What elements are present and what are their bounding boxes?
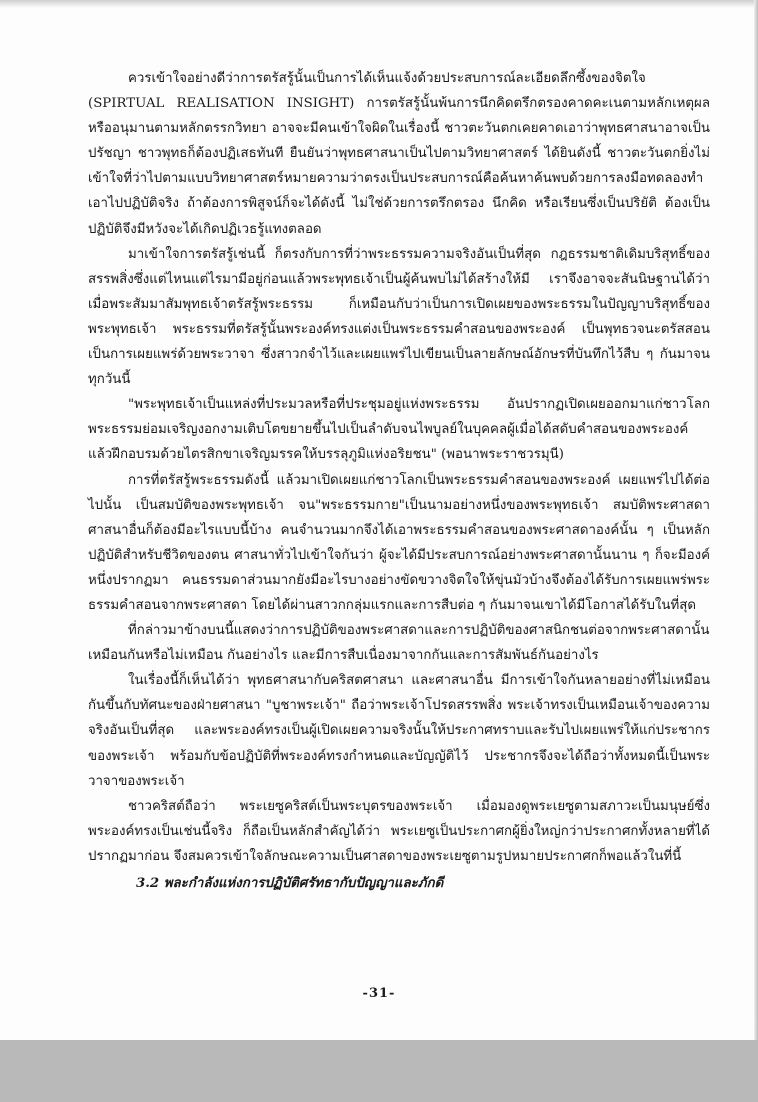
paragraph-1: ควรเข้าใจอย่างดีว่าการตรัสรู้นั้นเป็นการได้เห็นแจ้งด้วยประสบการณ์ละเอียดลึกซึ้งของจิตใจ (SPIRTUAL REALISATION INSIGHT) การตรัสรู้นั้นพ้นการนึกคิดตรึกตรองคาดคะเนตามหลักเหตุผลหรืออนุมานตามหลักตรรกวิทยา อาจจะมีคนเข้าใจผิดในเรื่องนี้ ชาวตะวันตกเคยคาดเอาว่าพุทธศาสนาอาจเป็นปรัชญา ชาวพุทธก็ต้องปฏิเสธทันที ยืนยันว่าพุทธศาสนาเป็นไปตามวิทยาศาสตร์ ได้ยินดังนี้ ชาวตะวันตกยิ่งไม่เข้าใจที่ว่าไปตามแบบวิทยาศาสตร์หมายความว่าตรงเป็นประสบการณ์คือค้นหาค้นพบด้วยการลงมือทดลองทำ เอาไปปฏิบัติจริง ถ้าต้องการพิสูจน์ก็จะได้ดังนี้ ไม่ใช่ด้วยการตรึกตรอง นึกคิด หรือเรียนซึ่งเป็นปริยัติ ต้องเป็นปฏิบัติจึงมีหวังจะได้เกิดปฏิเวธรู้แทงตลอด bbox=[88, 71, 710, 237]
document-body bbox=[88, 66, 710, 896]
scan-bottom-band bbox=[0, 1040, 758, 1102]
paragraph-2: มาเข้าใจการตรัสรู้เช่นนี้ ก็ตรงกับการที่ว่าพระธรรมความจริงอันเป็นที่สุด กฎธรรมชาติเดิมบริสุทธิ์ของสรรพสิ่งซึ่งแต่ไหนแต่ไรมามีอยู่ก่อนแล้วพระพุทธเจ้าเป็นผู้ค้นพบไม่ได้สร้างให้มี เราจึงอาจจะสันนิษฐานได้ว่าเมื่อพระสัมมาสัมพุทธเจ้าตรัสรู้พระธรรม ก็เหมือนกับว่าเป็นการเปิดเผยของพระธรรมในปัญญาบริสุทธิ์ของพระพุทธเจ้า พระธรรมที่ตรัสรู้นั้นพระองค์ทรงแต่งเป็นพระธรรมคำสอนของพระองค์ เป็นพุทธวจนะตรัสสอนเป็นการเผยแพร่ด้วยพระวาจา ซึ่งสาวกจำไว้และเผยแพร่ไปเขียนเป็นลายลักษณ์อักษรที่บันทึกไว้สืบ ๆ กันมาจนทุกวันนี้ bbox=[88, 246, 710, 388]
scan-top-edge bbox=[0, 0, 758, 8]
scan-right-edge bbox=[754, 0, 758, 1040]
section-heading: 3.2 พละกำลังแห่งการปฏิบัติศรัทธากับปัญญาและภักดี bbox=[136, 876, 444, 891]
paragraph-6: ในเรื่องนี้ก็เห็นได้ว่า พุทธศาสนากับคริสตศาสนา และศาสนาอื่น มีการเข้าใจกันหลายอย่างที่ไม่เหมือนกันขึ้นกับทัศนะของฝ่ายศาสนา "บูชาพระเจ้า" ถือว่าพระเจ้าโปรดสรรพสิ่ง พระเจ้าทรงเป็นเหมือนเจ้าของความจริงอันเป็นที่สุด และพระองค์ทรงเป็นผู้เปิดเผยความจริงนั้นให้ประกาศทราบและรับไปเผยแพร่ให้แก่ประชากรของพระเจ้า พร้อมกับข้อปฏิบัติที่พระองค์ทรงกำหนดและบัญญัติไว้ ประชากรจึงจะได้ถือว่าทั้งหมดนี้เป็นพระวาจาของพระเจ้า bbox=[88, 673, 710, 789]
page-number: -31- bbox=[362, 986, 396, 1001]
paragraph-4: การที่ตรัสรู้พระธรรมดังนี้ แล้วมาเปิดเผยแก่ชาวโลกเป็นพระธรรมคำสอนของพระองค์ เผยแพร่ไปได้ต่อไปนั้น เป็นสมบัติของพระพุทธเจ้า จน"พระธรรมกาย"เป็นนามอย่างหนึ่งของพระพุทธเจ้า สมบัติพระศาสดาศาสนาอื่นก็ต้องมีอะไรแบบนี้บ้าง คนจำนวนมากจึงได้เอาพระธรรมคำสอนของพระศาสดาองค์นั้น ๆ เป็นหลักปฏิบัติสำหรับชีวิตของตน ศาสนาทั่วไปเข้าใจกันว่า ผู้จะได้มีประสบการณ์อย่างพระศาสดานั้นนาน ๆ ก็จะมีองค์หนึ่งปรากฏมา คนธรรมดาส่วนมากยังมีอะไรบางอย่างขัดขวางจิตใจให้ขุ่นมัวบ้างจึงต้องได้รับการเผยแพร่พระธรรมคำสอนจากพระศาสดา โดยได้ผ่านสาวกกลุ่มแรกและการสืบต่อ ๆ กันมาจนเขาได้มีโอกาสได้รับในที่สุด bbox=[88, 472, 710, 613]
paragraph-5: ที่กล่าวมาข้างบนนี้แสดงว่าการปฏิบัติของพระศาสดาและการปฏิบัติของศาสนิกชนต่อจากพระศาสดานั้นเหมือนกันหรือไม่เหมือน กันอย่างไร และมีการสืบเนื่องมาจากกันและการสัมพันธ์กันอย่างไร bbox=[88, 623, 710, 664]
paragraph-7: ชาวคริสต์ถือว่า พระเยซูคริสต์เป็นพระบุตรของพระเจ้า เมื่อมองดูพระเยซูตามสภาวะเป็นมนุษย์ซึ่งพระองค์ทรงเป็นเช่นนี้จริง ก็ถือเป็นหลักสำคัญได้ว่า พระเยซูเป็นประกาศกผู้ยิ่งใหญ่กว่าประกาศกทั้งหลายที่ได้ปรากฏมาก่อน จึงสมควรเข้าใจลักษณะความเป็นศาสดาของพระเยซูตามรูปหมายประกาศกก็พอแล้วในที่นี้ bbox=[88, 798, 710, 864]
quote-paragraph: "พระพุทธเจ้าเป็นแหล่งที่ประมวลหรือที่ประชุมอยู่แห่งพระธรรม อันปรากฏเปิดเผยออกมาแก่ชาวโลก พระธรรมย่อมเจริญงอกงามเติบโตขยายขึ้นไปเป็นลำดับจนไพบูลย์ในบุคคลผู้เมื่อได้สดับคำสอนของพระองค์ แล้วฝึกอบรมด้วยไตรสิกขาเจริญมรรคให้บรรลุภูมิแห่งอริยชน" (พอนาพระราชวรมุนี) bbox=[88, 397, 710, 463]
